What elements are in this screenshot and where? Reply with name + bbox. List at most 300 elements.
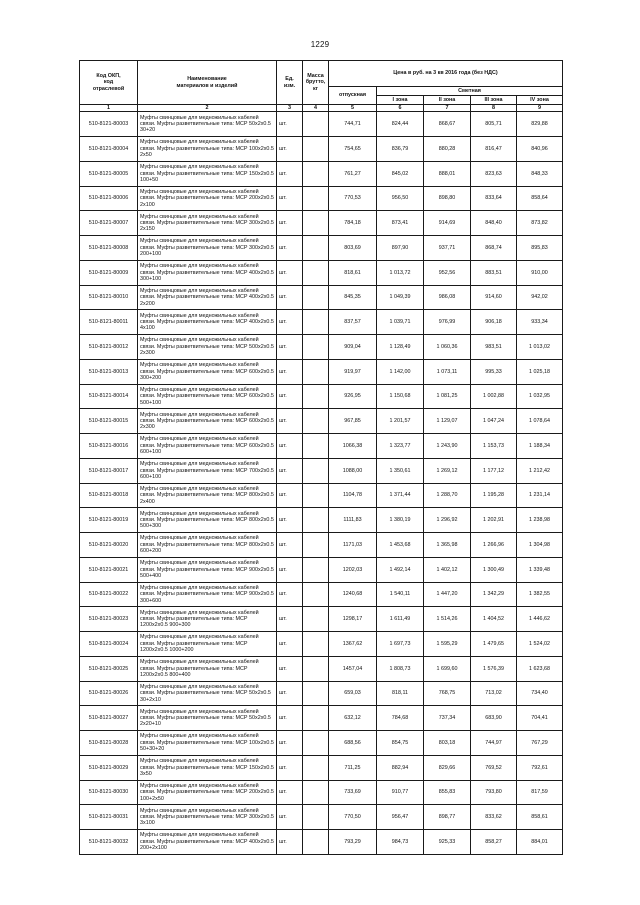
product-name: Муфты свинцовые для медножильных кабелей связи. Муфты разветвительные типа: МСР 900х2х0.5 500+400	[138, 557, 277, 582]
price-zone-1: 956,50	[377, 186, 424, 211]
price-release: 744,71	[329, 112, 377, 137]
price-zone-4: 1 623,68	[517, 656, 563, 681]
price-zone-2: 880,28	[424, 137, 471, 162]
price-zone-3: 914,60	[471, 285, 517, 310]
price-zone-3: 1 576,39	[471, 656, 517, 681]
table-row	[80, 236, 563, 261]
table-row	[80, 656, 563, 681]
price-release: 1104,78	[329, 483, 377, 508]
price-zone-4: 792,61	[517, 755, 563, 780]
price-zone-3: 805,71	[471, 112, 517, 137]
table-row	[80, 533, 563, 558]
unit: шт.	[277, 731, 303, 756]
price-zone-1: 1 492,14	[377, 557, 424, 582]
price-zone-4: 1 304,98	[517, 533, 563, 558]
product-name: Муфты свинцовые для медножильных кабелей связи. Муфты разветвительные типа: МСР 150х2х0.5 100+50	[138, 161, 277, 186]
header-zone-3: III зона	[471, 96, 517, 105]
price-zone-3: 769,52	[471, 755, 517, 780]
price-zone-1: 984,73	[377, 830, 424, 855]
product-code: 510-8121-80016	[80, 434, 138, 459]
unit: шт.	[277, 508, 303, 533]
mass-gross	[303, 161, 329, 186]
mass-gross	[303, 632, 329, 657]
price-zone-4: 1 032,95	[517, 384, 563, 409]
price-release: 793,29	[329, 830, 377, 855]
table-row	[80, 706, 563, 731]
unit: шт.	[277, 632, 303, 657]
product-code: 510-8121-80022	[80, 582, 138, 607]
unit: шт.	[277, 161, 303, 186]
mass-gross	[303, 359, 329, 384]
mass-gross	[303, 830, 329, 855]
mass-gross	[303, 780, 329, 805]
col-number: 2	[138, 105, 277, 112]
product-code: 510-8121-80010	[80, 285, 138, 310]
unit: шт.	[277, 706, 303, 731]
price-zone-1: 1 128,49	[377, 335, 424, 360]
unit: шт.	[277, 483, 303, 508]
price-zone-2: 898,77	[424, 805, 471, 830]
product-name: Муфты свинцовые для медножильных кабелей связи. Муфты разветвительные типа: МСР 200х2х0.5 2х100	[138, 186, 277, 211]
price-zone-1: 1 808,73	[377, 656, 424, 681]
price-zone-4: 1 025,18	[517, 359, 563, 384]
price-zone-3: 1 153,73	[471, 434, 517, 459]
table-row	[80, 384, 563, 409]
price-zone-3: 833,62	[471, 805, 517, 830]
price-zone-1: 1 142,00	[377, 359, 424, 384]
product-name: Муфты свинцовые для медножильных кабелей связи. Муфты разветвительные типа: МСР 800х2х0.5 500+300	[138, 508, 277, 533]
price-release: 926,95	[329, 384, 377, 409]
price-zone-3: 858,27	[471, 830, 517, 855]
price-zone-3: 1 342,29	[471, 582, 517, 607]
table-row	[80, 805, 563, 830]
col-number: 1	[80, 105, 138, 112]
unit: шт.	[277, 236, 303, 261]
price-release: 1171,03	[329, 533, 377, 558]
mass-gross	[303, 186, 329, 211]
table-row	[80, 186, 563, 211]
price-zone-4: 1 524,02	[517, 632, 563, 657]
price-zone-4: 1 078,64	[517, 409, 563, 434]
product-code: 510-8121-80031	[80, 805, 138, 830]
table-row	[80, 582, 563, 607]
price-zone-3: 816,47	[471, 137, 517, 162]
price-release: 1367,62	[329, 632, 377, 657]
price-zone-1: 1 371,44	[377, 483, 424, 508]
price-release: 711,25	[329, 755, 377, 780]
product-code: 510-8121-80005	[80, 161, 138, 186]
price-zone-2: 1 402,12	[424, 557, 471, 582]
price-zone-3: 1 300,49	[471, 557, 517, 582]
unit: шт.	[277, 780, 303, 805]
mass-gross	[303, 656, 329, 681]
price-zone-2: 1 129,07	[424, 409, 471, 434]
price-zone-1: 784,68	[377, 706, 424, 731]
mass-gross	[303, 607, 329, 632]
price-zone-4: 704,41	[517, 706, 563, 731]
price-zone-2: 855,83	[424, 780, 471, 805]
price-zone-3: 883,51	[471, 260, 517, 285]
price-zone-3: 1 177,12	[471, 458, 517, 483]
price-release: 818,61	[329, 260, 377, 285]
table-row	[80, 285, 563, 310]
price-zone-2: 1 514,26	[424, 607, 471, 632]
price-zone-3: 793,80	[471, 780, 517, 805]
header-row-numbers	[80, 105, 563, 112]
price-zone-4: 848,33	[517, 161, 563, 186]
mass-gross	[303, 335, 329, 360]
header-zone-1: I зона	[377, 96, 424, 105]
mass-gross	[303, 260, 329, 285]
unit: шт.	[277, 681, 303, 706]
col-number: 4	[303, 105, 329, 112]
price-zone-4: 829,88	[517, 112, 563, 137]
product-code: 510-8121-80003	[80, 112, 138, 137]
product-name: Муфты свинцовые для медножильных кабелей связи. Муфты разветвительные типа: МСР 500х2х0.5 2х300	[138, 335, 277, 360]
product-code: 510-8121-80023	[80, 607, 138, 632]
price-zone-4: 767,29	[517, 731, 563, 756]
price-zone-4: 873,82	[517, 211, 563, 236]
unit: шт.	[277, 755, 303, 780]
product-code: 510-8121-80004	[80, 137, 138, 162]
price-zone-2: 1 243,90	[424, 434, 471, 459]
price-release: 770,50	[329, 805, 377, 830]
price-zone-1: 1 039,71	[377, 310, 424, 335]
price-release: 1066,38	[329, 434, 377, 459]
price-zone-2: 925,33	[424, 830, 471, 855]
price-zone-3: 1 266,96	[471, 533, 517, 558]
product-name: Муфты свинцовые для медножильных кабелей связи. Муфты разветвительные типа: МСР 400х2х0.5 2х200	[138, 285, 277, 310]
header-estimate: Сметная	[377, 87, 563, 96]
price-zone-3: 906,18	[471, 310, 517, 335]
price-zone-4: 858,64	[517, 186, 563, 211]
price-zone-3: 1 047,24	[471, 409, 517, 434]
price-zone-1: 956,47	[377, 805, 424, 830]
unit: шт.	[277, 582, 303, 607]
price-zone-2: 986,08	[424, 285, 471, 310]
product-code: 510-8121-80021	[80, 557, 138, 582]
price-zone-3: 1 404,52	[471, 607, 517, 632]
price-zone-2: 937,71	[424, 236, 471, 261]
table-row	[80, 137, 563, 162]
product-code: 510-8121-80009	[80, 260, 138, 285]
price-zone-4: 910,00	[517, 260, 563, 285]
price-zone-1: 1 380,19	[377, 508, 424, 533]
mass-gross	[303, 137, 329, 162]
price-release: 1457,04	[329, 656, 377, 681]
header-price-group: Цена в руб. на 3 кв 2016 года (без НДС)	[329, 61, 563, 87]
header-row-main	[80, 61, 563, 87]
unit: шт.	[277, 335, 303, 360]
price-zone-2: 1 447,20	[424, 582, 471, 607]
mass-gross	[303, 310, 329, 335]
product-name: Муфты свинцовые для медножильных кабелей связи. Муфты разветвительные типа: МСР 50х2х0.5 30+2х10	[138, 681, 277, 706]
price-zone-2: 1 269,12	[424, 458, 471, 483]
table-row	[80, 780, 563, 805]
unit: шт.	[277, 830, 303, 855]
unit: шт.	[277, 310, 303, 335]
price-release: 784,18	[329, 211, 377, 236]
price-zone-3: 823,63	[471, 161, 517, 186]
price-zone-2: 803,18	[424, 731, 471, 756]
price-zone-2: 1 288,70	[424, 483, 471, 508]
mass-gross	[303, 409, 329, 434]
product-name: Муфты свинцовые для медножильных кабелей связи. Муфты разветвительные типа: МСР 400х2х0.5 200+2х100	[138, 830, 277, 855]
table-row	[80, 458, 563, 483]
price-zone-4: 1 382,55	[517, 582, 563, 607]
price-zone-1: 1 323,77	[377, 434, 424, 459]
price-zone-3: 1 202,91	[471, 508, 517, 533]
price-zone-1: 836,79	[377, 137, 424, 162]
price-zone-1: 845,02	[377, 161, 424, 186]
price-zone-4: 840,96	[517, 137, 563, 162]
product-code: 510-8121-80024	[80, 632, 138, 657]
price-release: 1088,00	[329, 458, 377, 483]
price-zone-3: 1 479,65	[471, 632, 517, 657]
price-zone-2: 829,66	[424, 755, 471, 780]
price-zone-4: 1 446,62	[517, 607, 563, 632]
header-unit: Ед. изм.	[277, 61, 303, 105]
product-name: Муфты свинцовые для медножильных кабелей связи. Муфты разветвительные типа: МСР 400х2х0.5 300+100	[138, 260, 277, 285]
product-name: Муфты свинцовые для медножильных кабелей связи. Муфты разветвительные типа: МСР 900х2х0.5 300+600	[138, 582, 277, 607]
mass-gross	[303, 285, 329, 310]
mass-gross	[303, 805, 329, 830]
price-zone-1: 818,11	[377, 681, 424, 706]
price-release: 803,69	[329, 236, 377, 261]
product-name: Муфты свинцовые для медножильных кабелей связи. Муфты разветвительные типа: МСР 800х2х0.5 600+200	[138, 533, 277, 558]
price-zone-4: 1 188,34	[517, 434, 563, 459]
unit: шт.	[277, 137, 303, 162]
table-row	[80, 310, 563, 335]
header-zone-4: IV зона	[517, 96, 563, 105]
unit: шт.	[277, 211, 303, 236]
unit: шт.	[277, 384, 303, 409]
product-name: Муфты свинцовые для медножильных кабелей связи. Муфты разветвительные типа: МСР 100х2х0.5 2х50	[138, 137, 277, 162]
col-number: 9	[517, 105, 563, 112]
price-zone-3: 1 195,28	[471, 483, 517, 508]
page-number: 1229	[310, 40, 330, 49]
price-zone-1: 910,77	[377, 780, 424, 805]
unit: шт.	[277, 805, 303, 830]
product-name: Муфты свинцовые для медножильных кабелей связи. Муфты разветвительные типа: МСР 300х2х0.5 2х150	[138, 211, 277, 236]
table-row	[80, 483, 563, 508]
mass-gross	[303, 582, 329, 607]
product-name: Муфты свинцовые для медножильных кабелей связи. Муфты разветвительные типа: МСР 100х2х0.5 50+30+20	[138, 731, 277, 756]
price-zone-3: 1 002,88	[471, 384, 517, 409]
price-zone-3: 833,64	[471, 186, 517, 211]
price-release: 1202,03	[329, 557, 377, 582]
price-zone-3: 683,90	[471, 706, 517, 731]
unit: шт.	[277, 458, 303, 483]
product-code: 510-8121-80019	[80, 508, 138, 533]
price-release: 659,03	[329, 681, 377, 706]
price-zone-2: 1 699,60	[424, 656, 471, 681]
price-zone-2: 976,99	[424, 310, 471, 335]
mass-gross	[303, 508, 329, 533]
price-zone-4: 933,34	[517, 310, 563, 335]
product-code: 510-8121-80008	[80, 236, 138, 261]
price-release: 967,85	[329, 409, 377, 434]
product-name: Муфты свинцовые для медножильных кабелей связи. Муфты разветвительные типа: МСР 600х2х0.5 500+100	[138, 384, 277, 409]
table-row	[80, 731, 563, 756]
price-zone-1: 1 697,73	[377, 632, 424, 657]
product-code: 510-8121-80013	[80, 359, 138, 384]
table-row	[80, 359, 563, 384]
price-zone-1: 897,90	[377, 236, 424, 261]
price-zone-2: 914,69	[424, 211, 471, 236]
table-row	[80, 112, 563, 137]
mass-gross	[303, 384, 329, 409]
product-name: Муфты свинцовые для медножильных кабелей связи. Муфты разветвительные типа: МСР 600х2х0.5 2х300	[138, 409, 277, 434]
product-code: 510-8121-80028	[80, 731, 138, 756]
price-zone-1: 824,44	[377, 112, 424, 137]
product-name: Муфты свинцовые для медножильных кабелей связи. Муфты разветвительные типа: МСР 50х2х0.5 2х20+10	[138, 706, 277, 731]
header-zone-2: II зона	[424, 96, 471, 105]
product-code: 510-8121-80026	[80, 681, 138, 706]
table-row	[80, 557, 563, 582]
col-number: 3	[277, 105, 303, 112]
price-zone-2: 888,01	[424, 161, 471, 186]
price-table	[79, 60, 563, 855]
unit: шт.	[277, 533, 303, 558]
unit: шт.	[277, 112, 303, 137]
price-zone-2: 1 073,11	[424, 359, 471, 384]
price-zone-2: 952,56	[424, 260, 471, 285]
price-zone-4: 1 339,48	[517, 557, 563, 582]
mass-gross	[303, 755, 329, 780]
product-code: 510-8121-80020	[80, 533, 138, 558]
price-release: 688,56	[329, 731, 377, 756]
price-zone-1: 882,94	[377, 755, 424, 780]
product-name: Муфты свинцовые для медножильных кабелей связи. Муфты разветвительные типа: МСР 200х2х0.5 100+2х50	[138, 780, 277, 805]
table-row	[80, 508, 563, 533]
unit: шт.	[277, 656, 303, 681]
price-zone-1: 1 049,39	[377, 285, 424, 310]
mass-gross	[303, 211, 329, 236]
price-zone-1: 1 150,68	[377, 384, 424, 409]
header-release: отпускная	[329, 87, 377, 105]
mass-gross	[303, 236, 329, 261]
price-zone-1: 1 350,61	[377, 458, 424, 483]
price-zone-2: 768,75	[424, 681, 471, 706]
table-row	[80, 681, 563, 706]
table-row	[80, 607, 563, 632]
price-zone-1: 1 013,72	[377, 260, 424, 285]
product-code: 510-8121-80030	[80, 780, 138, 805]
product-name: Муфты свинцовые для медножильных кабелей связи. Муфты разветвительные типа: МСР 1200х2х0.5 800+400	[138, 656, 277, 681]
price-release: 845,35	[329, 285, 377, 310]
table-row	[80, 632, 563, 657]
product-code: 510-8121-80015	[80, 409, 138, 434]
product-name: Муфты свинцовые для медножильных кабелей связи. Муфты разветвительные типа: МСР 700х2х0.5 600+100	[138, 458, 277, 483]
product-code: 510-8121-80032	[80, 830, 138, 855]
price-release: 837,57	[329, 310, 377, 335]
unit: шт.	[277, 409, 303, 434]
table-row	[80, 260, 563, 285]
price-zone-4: 858,61	[517, 805, 563, 830]
product-name: Муфты свинцовые для медножильных кабелей связи. Муфты разветвительные типа: МСР 1200х2х0.5 900+300	[138, 607, 277, 632]
price-release: 754,65	[329, 137, 377, 162]
mass-gross	[303, 458, 329, 483]
product-name: Муфты свинцовые для медножильных кабелей связи. Муфты разветвительные типа: МСР 300х2х0.5 200+100	[138, 236, 277, 261]
price-zone-2: 1 060,36	[424, 335, 471, 360]
product-code: 510-8121-80014	[80, 384, 138, 409]
table-row	[80, 755, 563, 780]
table-row	[80, 335, 563, 360]
mass-gross	[303, 681, 329, 706]
unit: шт.	[277, 186, 303, 211]
table-row	[80, 409, 563, 434]
col-number: 8	[471, 105, 517, 112]
price-release: 919,97	[329, 359, 377, 384]
unit: шт.	[277, 434, 303, 459]
price-zone-4: 884,01	[517, 830, 563, 855]
mass-gross	[303, 533, 329, 558]
product-code: 510-8121-80029	[80, 755, 138, 780]
price-zone-1: 1 201,57	[377, 409, 424, 434]
product-name: Муфты свинцовые для медножильных кабелей связи. Муфты разветвительные типа: МСР 800х2х0.5 2х400	[138, 483, 277, 508]
product-name: Муфты свинцовые для медножильных кабелей связи. Муфты разветвительные типа: МСР 400х2х0.5 4х100	[138, 310, 277, 335]
price-zone-4: 1 238,98	[517, 508, 563, 533]
price-zone-1: 1 540,11	[377, 582, 424, 607]
unit: шт.	[277, 607, 303, 632]
col-number: 5	[329, 105, 377, 112]
product-code: 510-8121-80012	[80, 335, 138, 360]
price-zone-4: 895,83	[517, 236, 563, 261]
mass-gross	[303, 706, 329, 731]
price-zone-4: 1 231,14	[517, 483, 563, 508]
unit: шт.	[277, 557, 303, 582]
price-zone-2: 1 595,29	[424, 632, 471, 657]
unit: шт.	[277, 359, 303, 384]
table-row	[80, 830, 563, 855]
price-zone-4: 1 013,02	[517, 335, 563, 360]
product-code: 510-8121-80006	[80, 186, 138, 211]
price-release: 1240,68	[329, 582, 377, 607]
mass-gross	[303, 434, 329, 459]
col-number: 7	[424, 105, 471, 112]
product-name: Муфты свинцовые для медножильных кабелей связи. Муфты разветвительные типа: МСР 600х2х0.5 600+100	[138, 434, 277, 459]
header-code: Код ОКП, код отраслевой	[80, 61, 138, 105]
product-code: 510-8121-80007	[80, 211, 138, 236]
price-zone-3: 995,33	[471, 359, 517, 384]
product-name: Муфты свинцовые для медножильных кабелей связи. Муфты разветвительные типа: МСР 600х2х0.5 300+200	[138, 359, 277, 384]
price-zone-2: 1 365,98	[424, 533, 471, 558]
mass-gross	[303, 731, 329, 756]
mass-gross	[303, 112, 329, 137]
product-code: 510-8121-80018	[80, 483, 138, 508]
mass-gross	[303, 483, 329, 508]
col-number: 6	[377, 105, 424, 112]
product-name: Муфты свинцовые для медножильных кабелей связи. Муфты разветвительные типа: МСР 1200х2х0.5 1000+200	[138, 632, 277, 657]
product-name: Муфты свинцовые для медножильных кабелей связи. Муфты разветвительные типа: МСР 300х2х0.5 3х100	[138, 805, 277, 830]
price-zone-4: 942,02	[517, 285, 563, 310]
price-zone-2: 868,67	[424, 112, 471, 137]
price-zone-3: 713,02	[471, 681, 517, 706]
unit: шт.	[277, 260, 303, 285]
table-row	[80, 211, 563, 236]
price-zone-2: 1 081,25	[424, 384, 471, 409]
mass-gross	[303, 557, 329, 582]
price-release: 770,53	[329, 186, 377, 211]
unit: шт.	[277, 285, 303, 310]
price-zone-1: 854,75	[377, 731, 424, 756]
price-zone-4: 734,40	[517, 681, 563, 706]
table-row	[80, 161, 563, 186]
price-zone-1: 1 611,49	[377, 607, 424, 632]
price-zone-3: 868,74	[471, 236, 517, 261]
price-zone-2: 737,34	[424, 706, 471, 731]
